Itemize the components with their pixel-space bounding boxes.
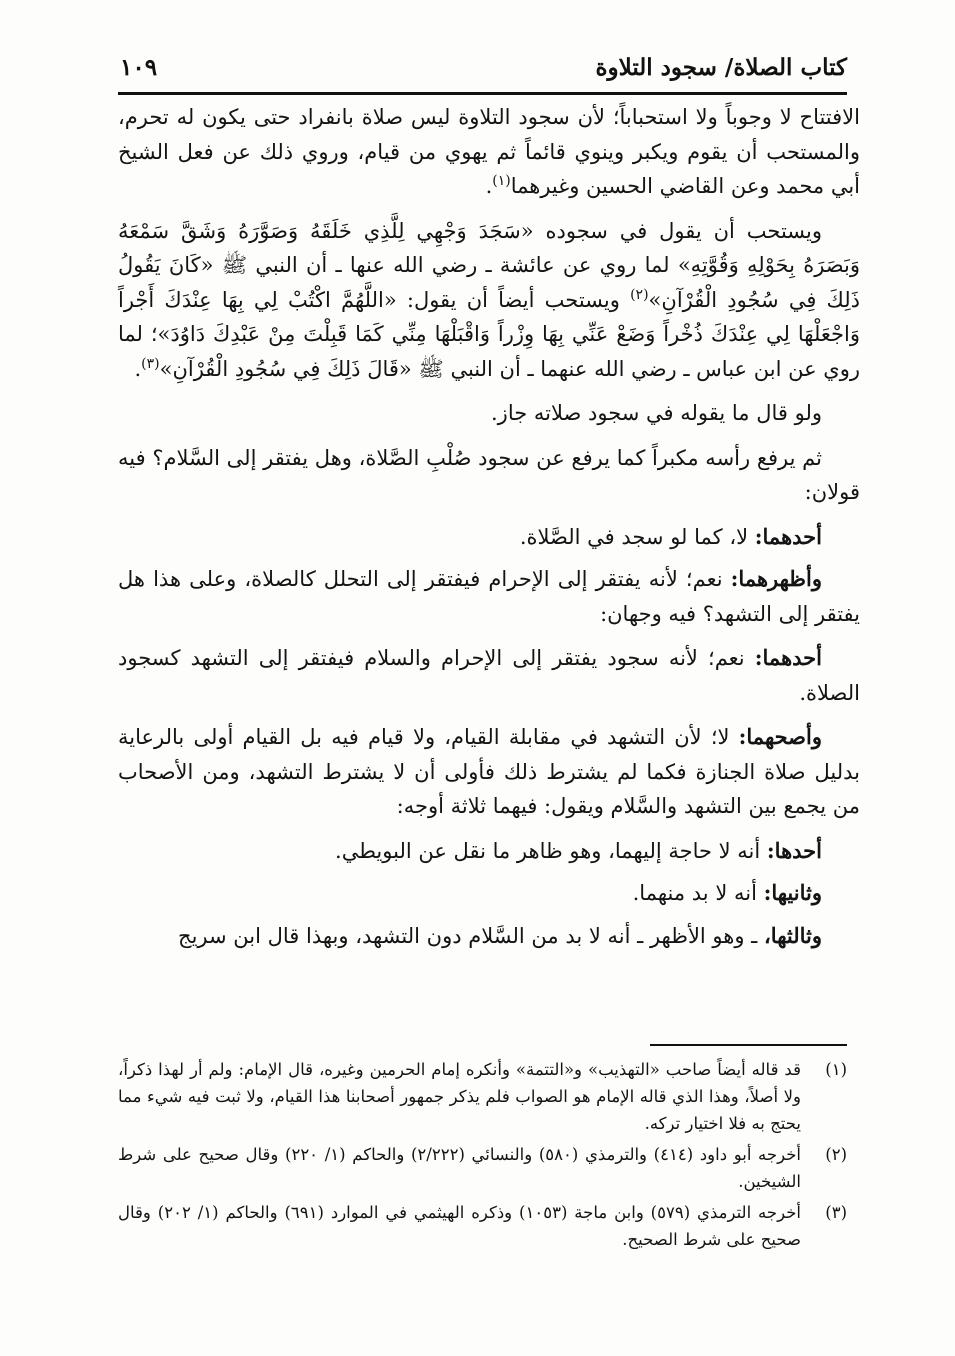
opinion-text: ـ وهو الأظهر ـ أنه لا بد من السَّلام دون التشهد، وبهذا قال ابن سريج (178, 923, 765, 948)
main-text (118, 100, 860, 963)
page-number: ١٠٩ (120, 54, 158, 81)
footnote-divider (650, 1044, 847, 1046)
footnote-ref[interactable]: (٢) (630, 286, 649, 303)
footnote-text: قد قاله أيضاً صاحب «التهذيب» و«التتمة» وأنكره إمام الحرمين وغيره، قال الإمام: ولم أر لهذا ذكراً، ولا أصلاً، وهذا الذي قاله الإمام هو الصواب فلم يذكر جمهور أصحابنا هذا القيام، ولا ثبت فيه شيء مما يحتج به فلا اختيار تركه. (118, 1060, 801, 1133)
opinion-first (118, 520, 860, 555)
footnote-ref[interactable]: (٣) (141, 355, 160, 372)
opinion-label: أحدهما: (754, 645, 822, 670)
paragraph-supplication (118, 214, 860, 387)
opinion-text: أنه لا بد منهما. (632, 881, 764, 905)
paragraph-tail: . (485, 174, 493, 198)
paragraph-text-continued: ويستحب أيضاً أن يقول: «اللَّهُمَّ اكْتُبْ لِي بِهَا عِنْدَكَ أَجْراً وَاجْعَلْهَا لِي عِنْدَكَ ذُخْراً وَضَعْ عَنِّي بِهَا وِزْراً وَاقْبَلْهَا مِنِّي كَمَا قَبِلْتَ مِنْ عَبْدِكَ دَاوُدَ»؛ لما روي عن ابن عباس ـ رضي الله عنهما ـ أن النبي ﷺ «قَالَ ذَلِكَ فِي سُجُودِ الْقُرْآنِ» (118, 287, 860, 381)
aspect-second (118, 876, 860, 911)
running-title: كتاب الصلاة/ سجود التلاوة (595, 54, 847, 81)
footnote-item (118, 1141, 847, 1195)
footnote-item (118, 1199, 847, 1253)
paragraph-text: الافتتاح لا وجوباً ولا استحباباً؛ لأن سجود التلاوة ليس صلاة بانفراد حتى يكون له تحرم، والمستحب أن يقوم ويكبر وينوي قائماً ثم يهوي من قيام، وروي ذلك عن فعل الشيخ أبي محمد وعن القاضي الحسين وغيرهما (118, 105, 860, 198)
paragraph-tail: . (134, 356, 142, 381)
opinion-label: وأصحهما: (738, 724, 822, 749)
view-soundest (118, 720, 860, 824)
opinion-text: لا؛ لأن التشهد في مقابلة القيام، ولا قيام فيه بل القيام أولى بالرعاية بدليل صلاة الجنازة فكما لم يشترط ذلك فأولى أن لا يشترط التشهد، ومن الأصحاب من يجمع بين التشهد والسَّلام ويقول: فيهما ثلاثة أوجه: (118, 725, 860, 818)
paragraph-text: ثم يرفع رأسه مكبراً كما يرفع عن سجود صُلْبِ الصَّلاة، وهل يفتقر إلى السَّلام؟ فيه قولان: (118, 445, 860, 504)
header-rule (118, 92, 847, 95)
aspect-first (118, 834, 860, 869)
opinion-text: نعم؛ لأنه سجود يفتقر إلى الإحرام والسلام فيفتقر إلى التشهد كسجود الصلاة. (118, 646, 860, 705)
aspect-third (118, 919, 860, 954)
footnote-text: أخرجه أبو داود (٤١٤) والترمذي (٥٨٠) والنسائي (٢/٢٢٢) والحاكم (١/ ٢٢٠) وقال صحيح على شرط الشيخين. (118, 1145, 801, 1191)
opinion-text: نعم؛ لأنه يفتقر إلى الإحرام فيفتقر إلى التحلل كالصلاة، وعلى هذا هل يفتقر إلى التشهد؟ فيه وجهان: (118, 567, 860, 626)
footnotes (118, 1056, 847, 1257)
opinion-text: أنه لا حاجة إليهما، وهو ظاهر ما نقل عن البويطي. (335, 838, 767, 863)
view-first (118, 641, 860, 710)
opinion-text: لا، كما لو سجد في الصَّلاة. (519, 524, 755, 549)
footnote-text: أخرجه الترمذي (٥٧٩) وابن ماجة (١٠٥٣) وذكره الهيثمي في الموارد (٦٩١) والحاكم (١/ ٢٠٢) وقال صحيح على شرط الصحيح. (118, 1203, 801, 1249)
footnote-item (118, 1056, 847, 1137)
opinion-label: أحدها: (766, 837, 822, 863)
opinion-prevailing (118, 562, 860, 631)
page-header (118, 50, 847, 94)
opinion-label: وثالثها، (764, 922, 822, 948)
opinion-label: أحدهما: (754, 523, 822, 549)
opinion-label: وثانيها: (763, 880, 822, 905)
footnote-number: (١) (825, 1060, 847, 1079)
paragraph-text: ويستحب أن يقول في سجوده «سَجَدَ وَجْهِي لِلَّذِي خَلَقَهُ وَصَوَّرَهُ وَشَقَّ سَمْعَهُ وَبَصَرَهُ بِحَوْلِهِ وَقُوَّتِهِ» لما روي عن عائشة ـ رضي الله عنها ـ أن النبي ﷺ «كَانَ يَقُولُ ذَلِكَ فِي سُجُودِ الْقُرْآنِ» (118, 218, 861, 312)
paragraph-permission (118, 396, 860, 431)
paragraph-opening (118, 100, 860, 204)
footnote-number: (٣) (825, 1203, 847, 1222)
opinion-label: وأظهرهما: (730, 566, 822, 591)
paragraph-text: ولو قال ما يقوله في سجود صلاته جاز. (491, 401, 822, 425)
footnote-number: (٢) (825, 1145, 847, 1164)
footnote-ref[interactable]: (١) (492, 173, 511, 189)
paragraph-rising (118, 441, 860, 510)
